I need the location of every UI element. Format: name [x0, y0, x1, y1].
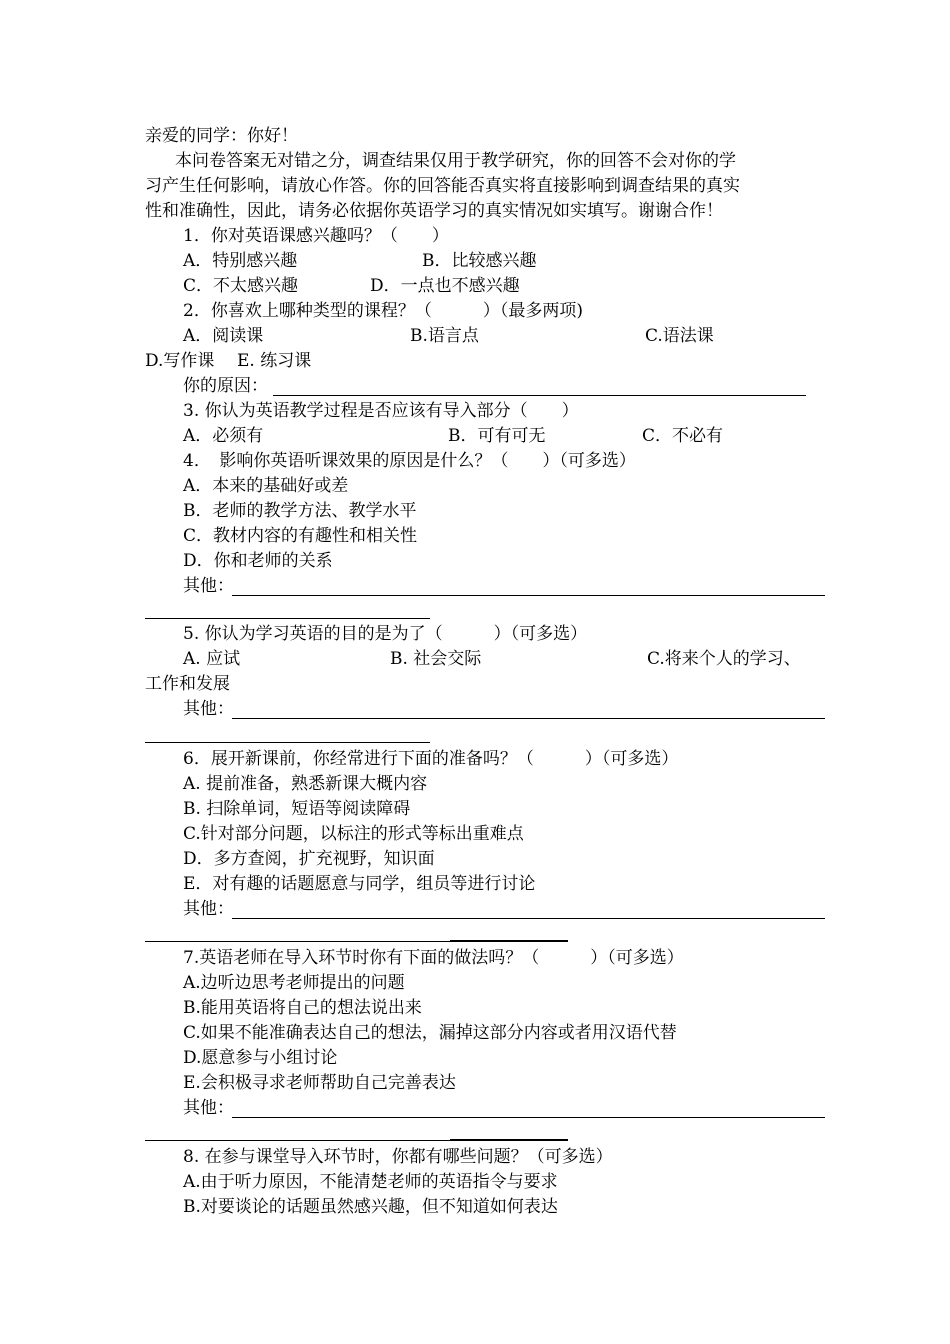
- q7-option-b[interactable]: B.能用英语将自己的想法说出来: [183, 998, 422, 1018]
- q4-option-a[interactable]: A．本来的基础好或差: [183, 476, 349, 496]
- q4-other-line[interactable]: [232, 595, 825, 596]
- q1-option-c[interactable]: C．不太感兴趣: [183, 276, 299, 296]
- q5-option-c-continued: 工作和发展: [145, 674, 230, 694]
- q1-question: 1．你对英语课感兴趣吗？（ ）: [183, 226, 449, 246]
- q8-question: 8. 在参与课堂导入环节时，你都有哪些问题？（可多选）: [183, 1147, 613, 1167]
- q5-other-line[interactable]: [232, 718, 825, 719]
- q5-option-b[interactable]: B. 社会交际: [390, 649, 482, 669]
- q4-other-label: 其他：: [183, 576, 234, 596]
- intro-line-2: 习产生任何影响，请放心作答。你的回答能否真实将直接影响到调查结果的真实: [145, 176, 740, 196]
- q3-option-c[interactable]: C．不必有: [642, 426, 724, 446]
- q3-question: 3. 你认为英语教学过程是否应该有导入部分（ ）: [183, 401, 579, 421]
- q1-option-a[interactable]: A．特别感兴趣: [183, 251, 298, 271]
- q7-question: 7.英语老师在导入环节时你有下面的做法吗？（ ）（可多选）: [183, 948, 684, 968]
- q4-option-d[interactable]: D．你和老师的关系: [183, 551, 333, 571]
- q6-option-e[interactable]: E．对有趣的话题愿意与同学，组员等进行讨论: [183, 874, 536, 894]
- q7-option-c[interactable]: C.如果不能准确表达自己的想法，漏掉这部分内容或者用汉语代替: [183, 1023, 677, 1043]
- intro-line-1: 本问卷答案无对错之分，调查结果仅用于教学研究，你的回答不会对你的学: [175, 151, 736, 171]
- q3-option-b[interactable]: B．可有可无: [448, 426, 546, 446]
- intro-line-3: 性和准确性，因此，请务必依据你英语学习的真实情况如实填写。谢谢合作！: [145, 201, 723, 221]
- q6-option-b[interactable]: B. 扫除单词，短语等阅读障碍: [183, 799, 411, 819]
- q7-other-line[interactable]: [232, 1117, 825, 1118]
- q5-option-c[interactable]: C.将来个人的学习、: [647, 649, 801, 669]
- q4-other-line-2[interactable]: [145, 618, 430, 619]
- q5-option-a[interactable]: A. 应试: [183, 649, 241, 669]
- q1-option-b[interactable]: B．比较感兴趣: [422, 251, 537, 271]
- q5-question: 5. 你认为学习英语的目的是为了（ ）（可多选）: [183, 624, 588, 644]
- q8-option-a[interactable]: A.由于听力原因，不能清楚老师的英语指令与要求: [183, 1172, 558, 1192]
- q7-other-line-2[interactable]: [145, 1140, 450, 1141]
- q2-option-a[interactable]: A．阅读课: [183, 326, 264, 346]
- greeting: 亲爱的同学：你好！: [145, 126, 298, 146]
- q7-other-label: 其他：: [183, 1098, 234, 1118]
- q5-other-label: 其他：: [183, 699, 234, 719]
- q4-question: 4． 影响你英语听课效果的原因是什么？（ ）（可多选）: [183, 451, 636, 471]
- q2-reason-line[interactable]: [273, 395, 806, 396]
- q6-other-line-2-bold: [450, 940, 568, 942]
- q7-option-e[interactable]: E.会积极寻求老师帮助自己完善表达: [183, 1073, 456, 1093]
- q4-option-b[interactable]: B．老师的教学方法、教学水平: [183, 501, 417, 521]
- q2-option-e[interactable]: E. 练习课: [237, 351, 312, 371]
- q2-option-c[interactable]: C.语法课: [645, 326, 714, 346]
- q7-option-d[interactable]: D.愿意参与小组讨论: [183, 1048, 338, 1068]
- q6-other-label: 其他：: [183, 899, 234, 919]
- q8-option-b[interactable]: B.对要谈论的话题虽然感兴趣，但不知道如何表达: [183, 1197, 558, 1217]
- q6-other-line[interactable]: [232, 918, 825, 919]
- q5-other-line-2[interactable]: [145, 742, 430, 743]
- q6-option-d[interactable]: D．多方查阅，扩充视野，知识面: [183, 849, 435, 869]
- q6-question: 6．展开新课前，你经常进行下面的准备吗？（ ）（可多选）: [183, 749, 679, 769]
- q7-other-line-2-bold: [450, 1139, 568, 1141]
- q2-option-d[interactable]: D.写作课: [145, 351, 215, 371]
- q1-option-d[interactable]: D．一点也不感兴趣: [370, 276, 520, 296]
- q4-option-c[interactable]: C．教材内容的有趣性和相关性: [183, 526, 418, 546]
- q7-option-a[interactable]: A.边听边思考老师提出的问题: [183, 973, 405, 993]
- q6-option-c[interactable]: C.针对部分问题，以标注的形式等标出重难点: [183, 824, 524, 844]
- q2-option-b[interactable]: B.语言点: [410, 326, 479, 346]
- q2-reason-label: 你的原因：: [183, 376, 268, 396]
- q2-question: 2．你喜欢上哪种类型的课程？（ ）（最多两项): [183, 301, 583, 321]
- q6-option-a[interactable]: A. 提前准备，熟悉新课大概内容: [183, 774, 428, 794]
- q6-other-line-2[interactable]: [145, 941, 450, 942]
- q3-option-a[interactable]: A．必须有: [183, 426, 264, 446]
